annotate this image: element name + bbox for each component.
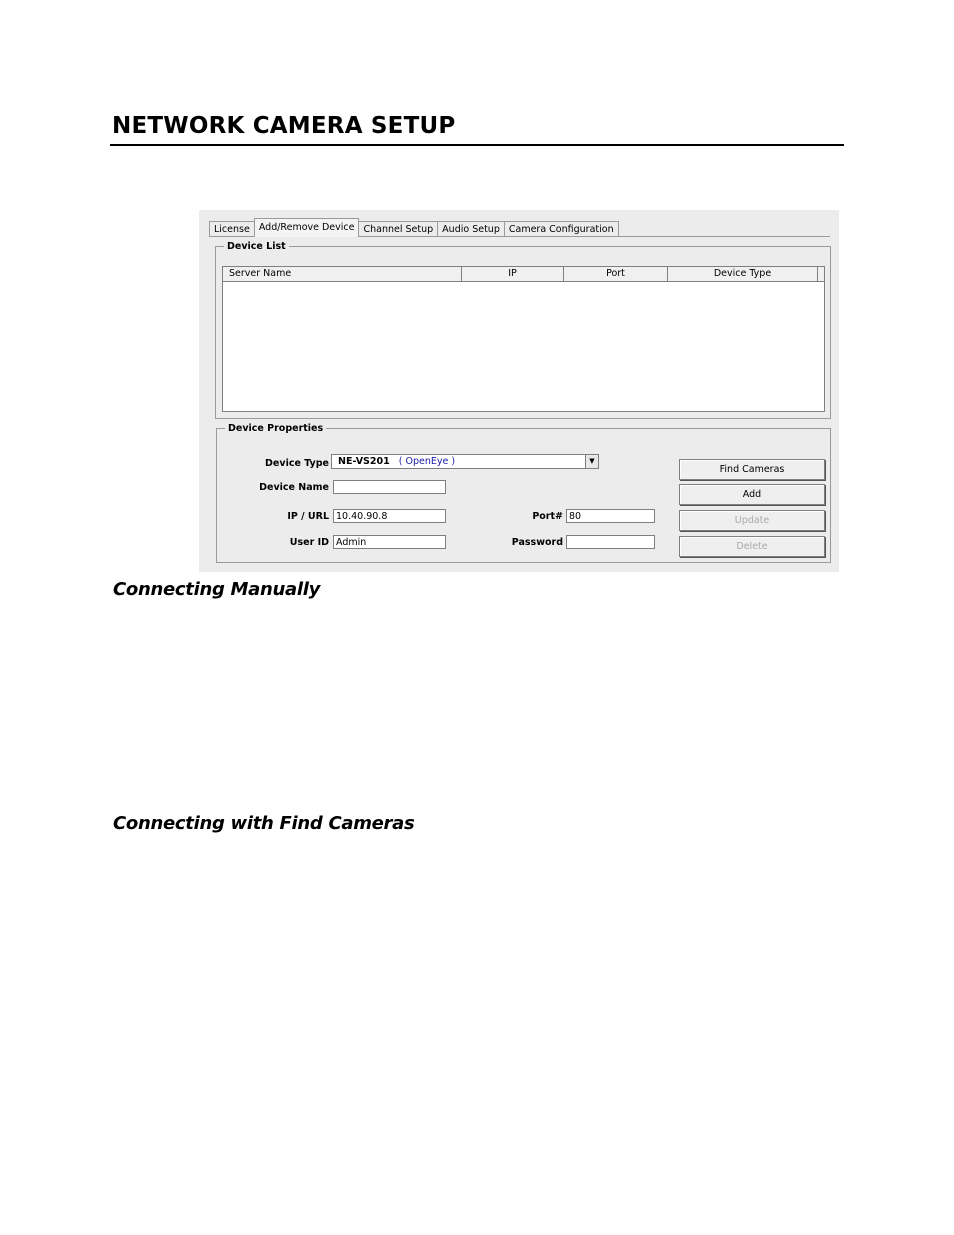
column-port[interactable]: Port xyxy=(564,267,668,281)
dropdown-arrow-icon[interactable]: ▼ xyxy=(585,455,598,468)
tab-channel-setup[interactable]: Channel Setup xyxy=(358,221,438,237)
column-device-type[interactable]: Device Type xyxy=(668,267,818,281)
device-type-select[interactable] xyxy=(331,454,599,469)
device-type-vendor: ( OpenEye ) xyxy=(398,456,456,467)
tab-license[interactable]: License xyxy=(209,221,255,237)
port-label: Port# xyxy=(532,511,563,522)
device-list-legend: Device List xyxy=(227,241,286,252)
ip-url-label: IP / URL xyxy=(287,511,329,522)
section-heading-find-cameras: Connecting with Find Cameras xyxy=(113,813,415,834)
device-list-header xyxy=(223,267,824,282)
update-button[interactable]: Update xyxy=(679,510,825,531)
add-button[interactable]: Add xyxy=(679,484,825,505)
software-screenshot xyxy=(199,210,839,572)
device-type-model: NE-VS201 xyxy=(338,456,390,467)
tab-bar xyxy=(209,217,618,237)
device-name-label: Device Name xyxy=(259,482,329,493)
user-id-label: User ID xyxy=(289,537,329,548)
password-input[interactable] xyxy=(566,535,655,549)
device-properties-legend: Device Properties xyxy=(228,423,324,434)
column-server-name[interactable]: Server Name xyxy=(223,267,462,281)
device-list-table[interactable] xyxy=(222,266,825,412)
user-id-input[interactable] xyxy=(333,535,446,549)
tab-audio-setup[interactable]: Audio Setup xyxy=(437,221,505,237)
port-input[interactable] xyxy=(566,509,655,523)
ip-url-input[interactable] xyxy=(333,509,446,523)
page-title: NETWORK CAMERA SETUP xyxy=(112,113,456,139)
title-divider xyxy=(110,144,844,146)
find-cameras-button[interactable]: Find Cameras xyxy=(679,459,825,480)
device-type-label: Device Type xyxy=(265,458,329,469)
section-heading-manual: Connecting Manually xyxy=(113,579,321,600)
device-name-input[interactable] xyxy=(333,480,446,494)
delete-button[interactable]: Delete xyxy=(679,536,825,557)
column-ip[interactable]: IP xyxy=(462,267,564,281)
device-properties-group xyxy=(216,423,831,563)
password-label: Password xyxy=(511,537,563,548)
tab-camera-configuration[interactable]: Camera Configuration xyxy=(504,221,619,237)
tab-add-remove-device[interactable]: Add/Remove Device xyxy=(254,218,360,237)
device-list-group xyxy=(215,241,831,419)
